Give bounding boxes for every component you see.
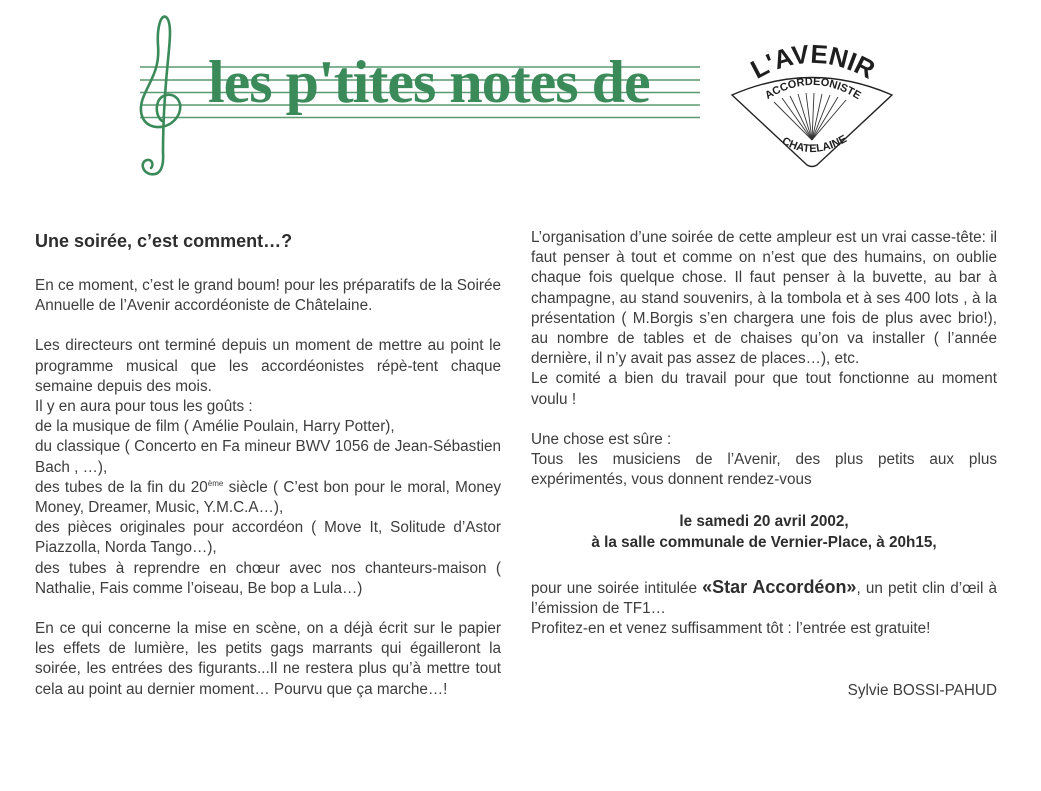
paragraph-profitez: Profitez-en et venez suffisamment tôt : l’entrée est gratuite! <box>531 620 931 638</box>
event-date: le samedi 20 avril 2002, <box>679 513 849 531</box>
event-place: à la salle communale de Vernier-Place, à 20h15, <box>591 533 937 551</box>
paragraph-directors: Les directeurs ont terminé depuis un moment de mettre au point le programme musical que les accordéonistes répè-tent chaque semaine depuis des mois. <box>35 337 501 395</box>
paragraph-mise-en-scene: En ce qui concerne la mise en scène, on a déjà écrit sur le papier les effets de lumière, les petits gags marrants qui égailleront la soirée, les entrées des figurants...Il ne restera plus qu’à mettre tout cela au point au dernier moment… Pourvu que ça marche…! <box>35 620 501 698</box>
list-item-accordeon: des pièces originales pour accordéon ( Move It, Solitude d’Astor Piazzolla, Norda Tango…), <box>35 519 501 557</box>
treble-clef-icon <box>141 17 180 175</box>
article-heading: Une soirée, c’est comment…? <box>35 231 293 251</box>
paragraph-star-accordeon: pour une soirée intitulée «Star Accordéon», un petit clin d’œil à l’émission de TF1… <box>531 576 998 618</box>
paragraph-chose-sure-intro: Une chose est sûre : <box>531 430 672 448</box>
event-title: «Star Accordéon» <box>702 576 857 597</box>
article-right-column <box>531 228 997 702</box>
list-item-classique: du classique ( Concerto en Fa mineur BWV 1056 de Jean-Sébastien Bach , …), <box>35 438 501 476</box>
author-signature: Sylvie BOSSI-PAHUD <box>847 682 997 700</box>
svg-text:L'AVENIR: L'AVENIR <box>745 40 880 85</box>
paragraph-musiciens: Tous les musiciens de l’Avenir, des plus petits aux plus expérimentés, vous donnent rendez-vous <box>531 451 997 489</box>
avenir-logo <box>722 40 902 170</box>
list-item-choeur: des tubes à reprendre en chœur avec nos chanteurs-maison ( Nathalie, Fais comme l’oiseau, Be bop a Lula…) <box>35 559 501 597</box>
list-item-film: de la musique de film ( Amélie Poulain, Harry Potter), <box>35 418 395 436</box>
svg-text:ACCORDEONISTE: ACCORDEONISTE <box>762 75 863 103</box>
masthead <box>0 0 1041 200</box>
paragraph-comite: Le comité a bien du travail pour que tout fonctionne au moment voulu ! <box>531 370 997 408</box>
paragraph-organisation: L’organisation d’une soirée de cette ampleur est un vrai casse-tête: il faut penser à tout et comme on n’est que des humains, on oublie chaque fois quelque chose. Il faut penser à la buvette, au bar à champagne, au stand souvenirs, à la tombola et à ses 400 lots , à la présentation ( M.Borgis s’en chargera une fois de plus avec brio!), au nombre de tables et de chaises qu’on va installer ( l’année dernière, il n’y avait pas assez de places…), etc. <box>531 229 997 368</box>
list-item-tubes: des tubes de la fin du 20ème siècle ( C’est bon pour le moral, Money Money, Dreamer, Music, Y.M.C.A…), <box>35 478 501 517</box>
article-left-column <box>35 226 501 700</box>
paragraph-intro: En ce moment, c’est le grand boum! pour les préparatifs de la Soirée Annuelle de l’Avenir accordéoniste de Châtelaine. <box>35 277 501 315</box>
masthead-title: les p'tites notes de <box>208 49 650 115</box>
svg-text:CHATELAINE: CHATELAINE <box>779 133 850 156</box>
list-intro: Il y en aura pour tous les goûts : <box>35 398 253 416</box>
